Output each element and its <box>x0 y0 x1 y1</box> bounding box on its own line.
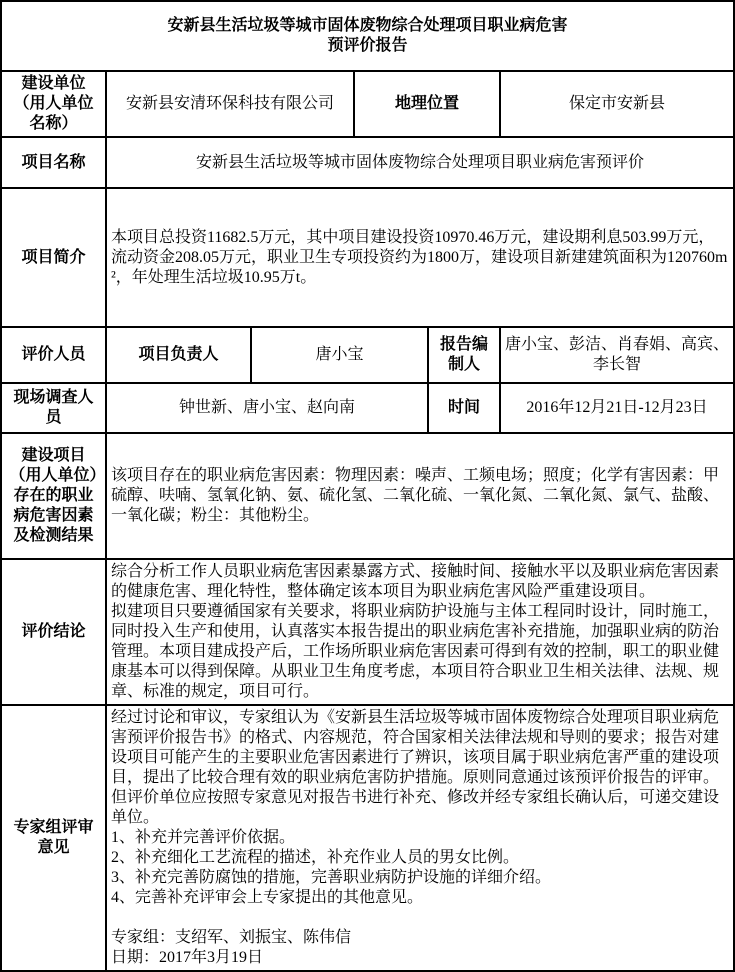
cell-conclusion-value <box>106 559 734 705</box>
row-construction-unit <box>1 71 734 137</box>
row-expert-review <box>1 705 734 971</box>
expert-review-item-4: 4、完善补充评审会上专家提出的其他意见。 <box>111 889 424 906</box>
row-project-name <box>1 137 734 188</box>
conclusion-paragraph-2: 拟建项目只要遵循国家有关要求，将职业病防护设施与主体工程同时设计，同时施工，同时投入生产和使用，认真落实本报告提出的职业病危害补充措施，加强职业病的防治管理。本项目建成投产后，工作场所职业病危害因素可得到有效的控制，职工的职业健康基本可以得到保障。从职业卫生角度考虑，本项目符合职业卫生相关法律、法规、规章、标准的规定，项目可行。 <box>111 603 720 700</box>
label-time: 时间 <box>428 383 500 433</box>
report-title-line2: 预评价报告 <box>327 37 408 54</box>
label-project-name: 项目名称 <box>1 137 106 188</box>
cell-construction-unit-value: 安新县安清环保科技有限公司 <box>106 71 354 137</box>
expert-review-date: 日期：2017年3月19日 <box>111 948 264 966</box>
label-conclusion: 评价结论 <box>1 559 106 705</box>
cell-hazard-factors-value: 该项目存在的职业病危害因素：物理因素：噪声、工频电场；照度；化学有害因素：甲硫醇、呋喃、氢氧化钠、氨、硫化氢、二氧化硫、一氧化氮、二氧化氮、氯气、盐酸、一氧化碳；粉尘：其他粉尘。 <box>106 433 734 559</box>
cell-expert-review-value <box>106 705 734 971</box>
label-project-leader: 项目负责人 <box>106 327 251 383</box>
cell-site-survey-value: 钟世新、唐小宝、赵向南 <box>106 383 428 433</box>
row-conclusion <box>1 559 734 705</box>
label-project-summary: 项目简介 <box>1 188 106 327</box>
row-site-survey <box>1 383 734 433</box>
cell-project-leader-value: 唐小宝 <box>251 327 428 383</box>
cell-project-summary-value: 本项目总投资11682.5万元，其中项目建设投资10970.46万元，建设期利息503.99万元，流动资金208.05万元，职业卫生专项投资约为1800万，建设项目新建建筑面积为120760m²，年处理生活垃圾10.95万t。 <box>106 188 734 327</box>
row-project-summary <box>1 188 734 327</box>
expert-review-blank-line <box>111 908 729 928</box>
title-row <box>1 1 734 71</box>
label-evaluators: 评价人员 <box>1 327 106 383</box>
report-title <box>1 1 734 71</box>
expert-review-item-2: 2、补充细化工艺流程的描述，补充作业人员的男女比例。 <box>111 849 520 866</box>
row-evaluators <box>1 327 734 383</box>
report-title-line1: 安新县生活垃圾等城市固体废物综合处理项目职业病危害 <box>167 17 568 34</box>
expert-review-signature: 专家组：支绍军、刘振宝、陈伟信 <box>111 928 352 946</box>
cell-geographic-location-value: 保定市安新县 <box>500 71 734 137</box>
label-hazard-factors: 建设项目（用人单位）存在的职业病危害因素及检测结果 <box>1 433 106 559</box>
cell-project-name-value: 安新县生活垃圾等城市固体废物综合处理项目职业病危害预评价 <box>106 137 734 188</box>
label-report-writers: 报告编制人 <box>428 327 500 383</box>
expert-review-body: 经过讨论和审议，专家组认为《安新县生活垃圾等城市固体废物综合处理项目职业病危害预评价报告书》的格式、内容规范，符合国家相关法律法规和导则的要求；报告对建设项目可能产生的主要职业危害因素进行了辨识，该项目属于职业病危害严重的建设项目，提出了比较合理有效的职业病危害防护措施。原则同意通过该预评价报告的评审。但评价单位应按照专家意见对报告书进行补充、修改并经专家组长确认后，可递交建设单位。 <box>111 709 720 826</box>
cell-time-value: 2016年12月21日-12月23日 <box>500 383 734 433</box>
conclusion-paragraph-1: 综合分析工作人员职业病危害因素暴露方式、接触时间、接触水平以及职业病危害因素的健康危害、理化特性，整体确定该本项目为职业病危害风险严重建设项目。 <box>111 563 720 600</box>
label-expert-review: 专家组评审意见 <box>1 705 106 971</box>
expert-review-item-3: 3、补充完善防腐蚀的措施，完善职业病防护设施的详细介绍。 <box>111 869 552 886</box>
cell-report-writers-value: 唐小宝、彭洁、肖春娟、高宾、李长智 <box>500 327 734 383</box>
label-geographic-location: 地理位置 <box>354 71 500 137</box>
expert-review-item-1: 1、补充并完善评价依据。 <box>111 829 296 846</box>
label-site-survey: 现场调查人员 <box>1 383 106 433</box>
row-hazard-factors <box>1 433 734 559</box>
label-construction-unit: 建设单位（用人单位名称） <box>1 71 106 137</box>
